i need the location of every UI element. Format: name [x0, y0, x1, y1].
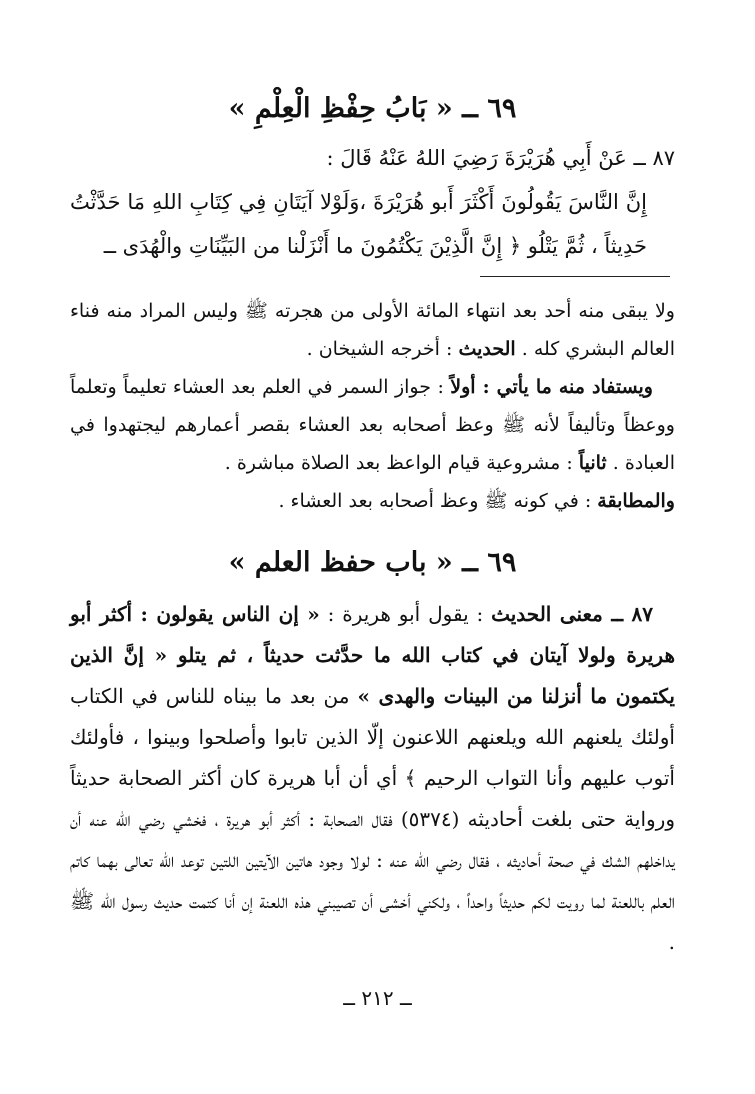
label-meaning: ٨٧ ــ معنى الحديث: [491, 602, 654, 626]
explanation-quote: « إن الناس يقولون : أكثر أبو هريرة ولولا آيتان في كتاب الله ما حدَّثت حديثاً ، ثم يتلو « إنَّ الذين يكتمون ما أنزلنا من البينات والهدى »: [70, 602, 675, 708]
hadith-body: إِنَّ النَّاسَ يَقُولُونَ أَكْثَرَ أَبو هُرَيْرَةَ ،وَلَوْلا آيَتَانِ فِي كِتَابِ اللهِ مَا حَدَّثْتُ حَدِيثاً ، ثُمَّ يَتْلُو ﴿ إِنَّ الَّذِيْنَ يَكْتُمُونَ ما أَنْزَلْنا من البَيِّنَاتِ والْهُدَى ــ: [70, 190, 647, 258]
hadith-narrator: ٨٧ ــ عَنْ أَبِي هُرَيْرَةَ رَضِيَ اللهُ عَنْهُ قَالَ :: [326, 146, 675, 170]
page-body: [70, 88, 675, 963]
hadith-text: [70, 136, 675, 268]
chapter-heading: ٦٩ ــ « بَابُ حِفْظِ الْعِلْمِ »: [228, 93, 517, 124]
commentary-paragraph-2: ويستفاد منه ما يأتي : أولاً : جواز السمر في العلم بعد العشاء تعليماً وتعلماً ووعظاً وتأليفاً لأنه ﷺ وعظ أصحابه بعد العشاء بقصر أعمارهم ليجتهدوا في العبادة . ثانياً : مشروعية قيام الواعظ بعد الصلاة مباشرة .: [70, 376, 675, 474]
commentary-paragraph-1: ولا يبقى منه أحد بعد انتهاء المائة الأولى من هجرته ﷺ وليس المراد منه فناء العالم البشري كله . الحديث : أخرجه الشيخان .: [70, 300, 675, 360]
section-heading: ٦٩ ــ « باب حفظ العلم »: [228, 547, 517, 578]
page-number: ــ ٢١٢ ــ: [343, 986, 412, 1010]
label-correspondence: والمطابقة: [597, 490, 675, 512]
label-second: ثانياً: [578, 452, 607, 474]
label-hadith: الحديث: [458, 338, 516, 360]
explanation-rest: من بعد ما بيناه للناس في الكتاب أولئك يلعنهم الله ويلعنهم اللاعنون إلّا الذين تابوا وأصلحوا وبينوا ، فأولئك أتوب عليهم وأنا التواب الرحيم ﴾ أي أن أبا هريرة كان أكثر الصحابة حديثاً ورواية حتى بلغت أحاديثه (٥٣٧٤) فقال الصحابة : أكثر أبو هريرة ، فخشي رضي الله عنه أن يداخلهم الشك في صحة أحاديثه ، فقال رضي الله عنه : لولا وجود هاتين الآيتين اللتين توعد الله تعالى بهما كاتم العلم باللعنة لما رويت لكم حديثاً واحداً ، ولكني أخشى أن تصيبني هذه اللعنة إن أنا كتمت حديث رسول الله ﷺ .: [70, 684, 675, 954]
explanation-paragraph: ٨٧ ــ معنى الحديث : يقول أبو هريرة : « إن الناس يقولون : أكثر أبو هريرة ولولا آيتان في كتاب الله ما حدَّثت حديثاً ، ثم يتلو « إنَّ الذين يكتمون ما أنزلنا من البينات والهدى » من بعد ما بيناه للناس في الكتاب أولئك يلعنهم الله ويلعنهم اللاعنون إلّا الذين تابوا وأصلحوا وبينوا ، فأولئك أتوب عليهم وأنا التواب الرحيم ﴾ أي أن أبا هريرة كان أكثر الصحابة حديثاً ورواية حتى بلغت أحاديثه (٥٣٧٤) فقال الصحابة : أكثر أبو هريرة ، فخشي رضي الله عنه أن يداخلهم الشك في صحة أحاديثه ، فقال رضي الله عنه : لولا وجود هاتين الآيتين اللتين توعد الله تعالى بهما كاتم العلم باللعنة لما رويت لكم حديثاً واحداً ، ولكني أخشى أن تصيبني هذه اللعنة إن أنا كتمت حديث رسول الله ﷺ .: [70, 602, 675, 954]
footnote-divider: [70, 276, 675, 292]
commentary-paragraph-3: والمطابقة : في كونه ﷺ وعظ أصحابه بعد العشاء .: [278, 490, 675, 512]
label-benefits: ويستفاد منه ما يأتي : أولاً: [450, 376, 653, 398]
